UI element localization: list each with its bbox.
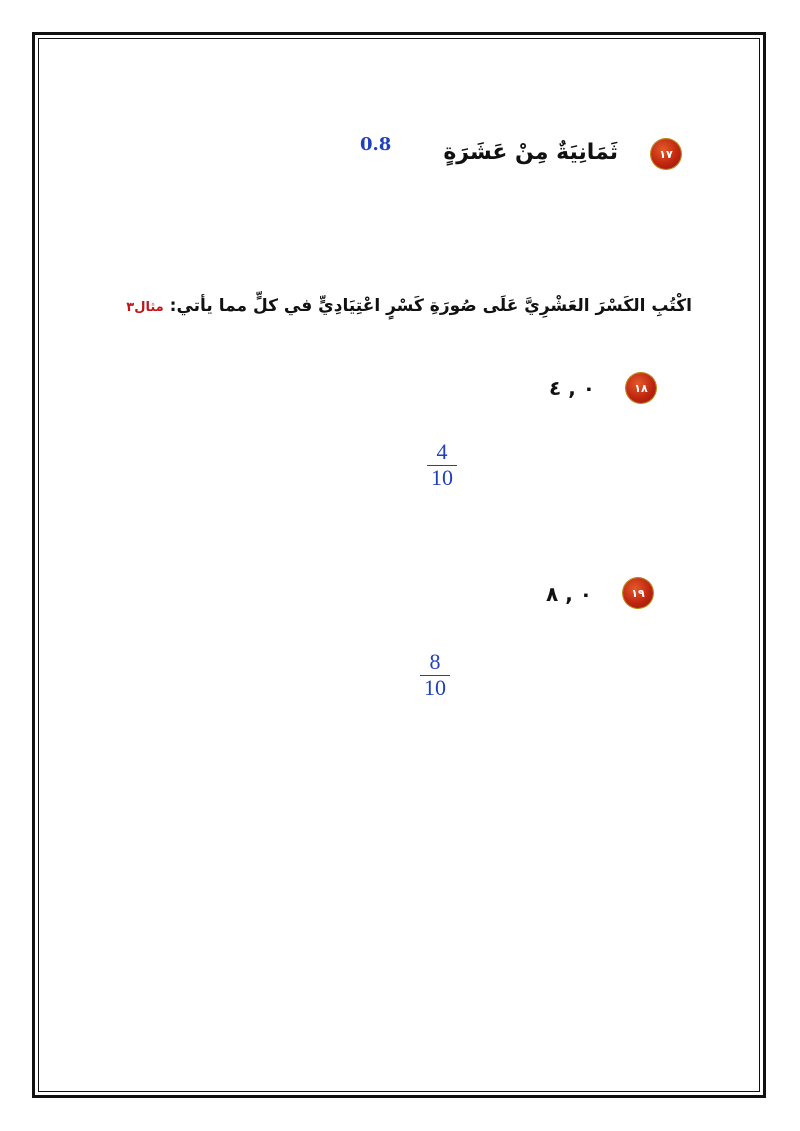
question-18-value: ٠ , ٤ [549, 376, 595, 400]
page-border-inner [38, 38, 760, 1092]
question-17-badge: ١٧ [651, 139, 681, 169]
question-18-badge: ١٨ [626, 373, 656, 403]
question-18-answer-numerator: 4 [436, 439, 448, 464]
instruction-text: اكْتُبِ الكَسْرَ العَشْرِيَّ عَلَى صُورَةِ كَسْرٍ اعْتِيَادِيٍّ في كلٍّ مما يأتي: [169, 296, 692, 316]
question-18-answer-denominator: 10 [431, 465, 453, 490]
question-19-answer-fraction [415, 650, 455, 700]
question-19-badge: ١٩ [623, 578, 653, 608]
question-17-text: ثَمَانِيَةٌ مِنْ عَشَرَةٍ [443, 140, 618, 165]
example-reference-tag: مثال٣ [126, 300, 164, 315]
question-19-value: ٠ , ٨ [546, 582, 592, 606]
instruction-line [126, 296, 692, 316]
question-19-answer-numerator: 8 [429, 649, 441, 674]
question-19-answer-denominator: 10 [424, 675, 446, 700]
question-17-answer: 0.8 [360, 134, 392, 155]
question-18-answer-fraction [422, 440, 462, 490]
